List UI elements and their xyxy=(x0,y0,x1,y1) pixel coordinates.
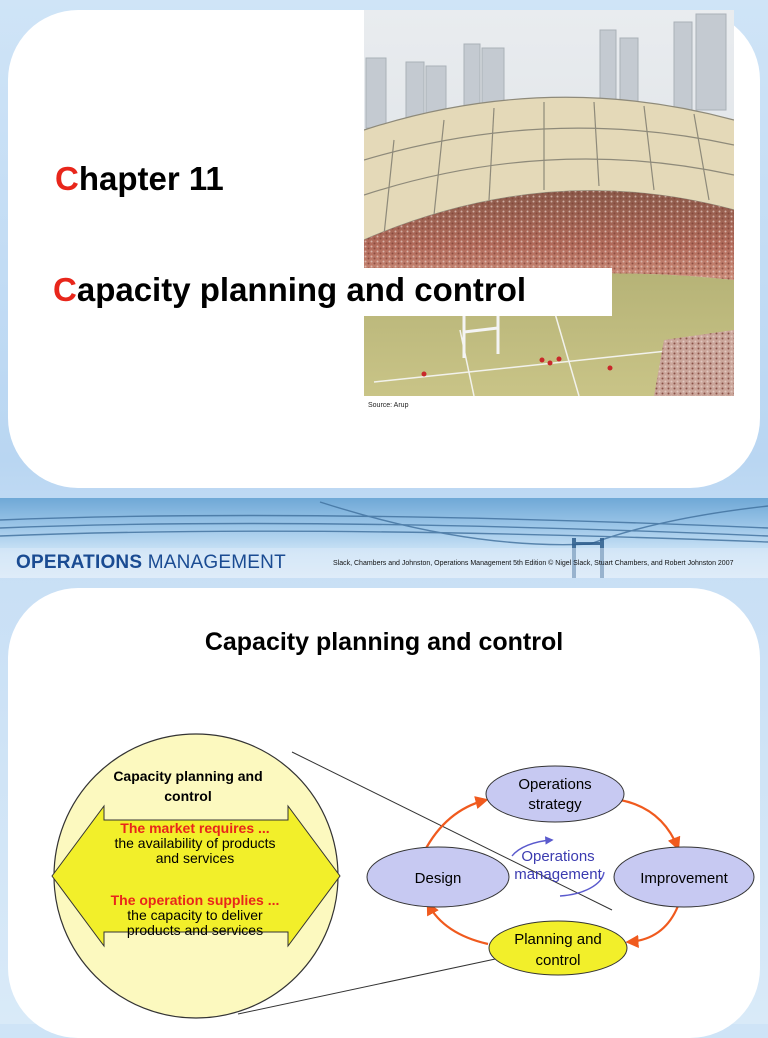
arrow-planning-to-design xyxy=(428,904,488,944)
logo-bold-text: OPERATIONS xyxy=(16,552,143,573)
slide-title: Capacity planning and control xyxy=(204,628,564,656)
logo-thin-text: MANAGEMENT xyxy=(142,552,286,573)
subtitle-rest: apacity planning and control xyxy=(76,271,527,308)
photo-credit: Source: Arup xyxy=(368,402,409,409)
chapter-title-initial: C xyxy=(55,160,79,197)
copyright-citation: Slack, Chambers and Johnston, Operations Management 5th Edition © Nigel Slack, Stuart Chambers, and Robert Johnston 2007 xyxy=(333,560,734,567)
planning-label-line1: Planning and xyxy=(514,931,602,948)
arrow-design-to-strategy xyxy=(424,800,486,852)
market-line1: the availability of products xyxy=(114,835,276,851)
supply-line2: products and services xyxy=(126,922,264,938)
market-line2: and services xyxy=(155,850,235,866)
supply-heading: The operation supplies ... xyxy=(110,892,280,908)
market-heading: The market requires ... xyxy=(120,820,270,836)
center-label-line1: Operations xyxy=(521,848,595,865)
planning-label-line2: control xyxy=(535,952,581,969)
subtitle-initial: C xyxy=(53,271,77,308)
arrow-improvement-to-planning xyxy=(628,906,678,942)
operations-strategy-ellipse xyxy=(486,766,624,822)
design-label: Design xyxy=(414,870,462,887)
chapter-title-rest: hapter 11 xyxy=(78,160,224,197)
improvement-label: Improvement xyxy=(640,870,728,887)
circle-title-line1: Capacity planning and xyxy=(113,768,263,784)
supply-line1: the capacity to deliver xyxy=(127,907,263,923)
center-label-line2: management xyxy=(514,866,602,883)
arrow-strategy-to-improvement xyxy=(620,800,678,848)
strategy-label-line2: strategy xyxy=(528,796,582,813)
strategy-label-line1: Operations xyxy=(518,776,592,793)
circle-title-line2: control xyxy=(164,788,212,804)
